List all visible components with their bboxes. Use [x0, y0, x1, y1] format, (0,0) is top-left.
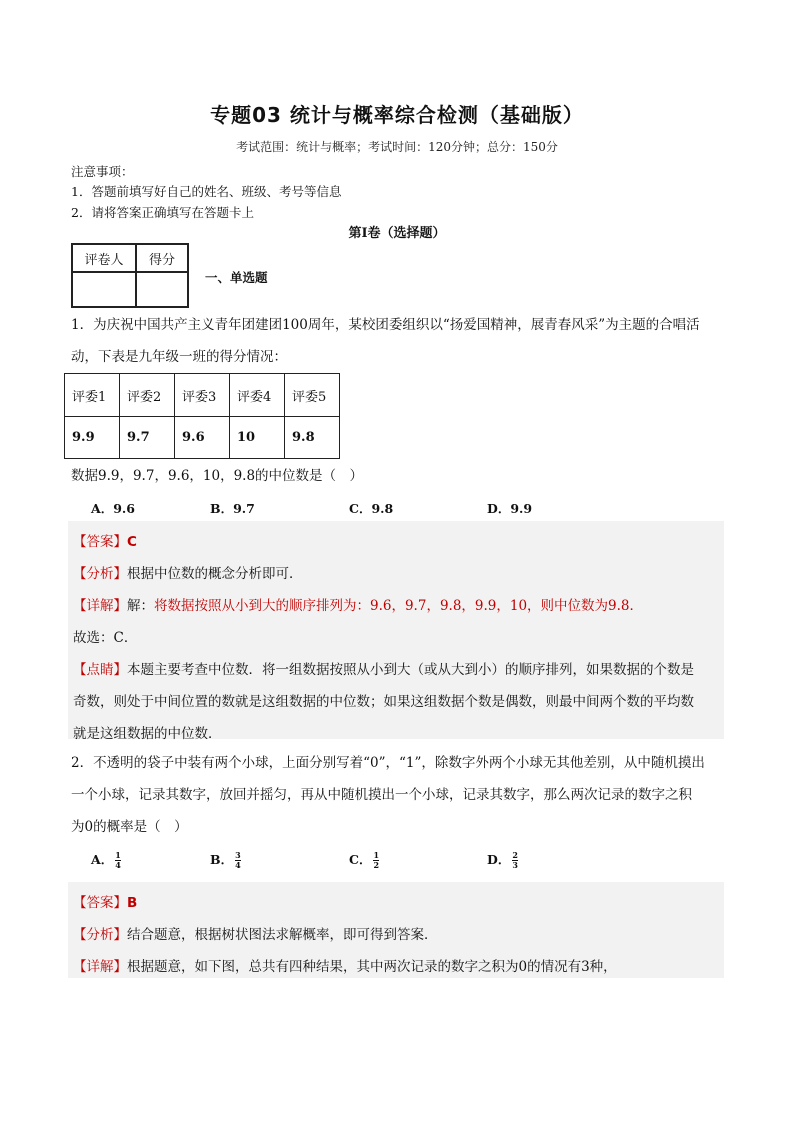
detail-tag: 【详解】 — [73, 598, 127, 614]
q1-choose: 故选：C． — [73, 630, 138, 646]
table-cell: 10 — [230, 417, 285, 459]
fraction-denominator: 4 — [115, 860, 121, 870]
analysis-text: 根据中位数的概念分析即可． — [127, 566, 303, 582]
detail-prefix: 解： — [127, 598, 154, 614]
notes-item-2: 2．请将答案正确填写在答题卡上 — [71, 205, 254, 220]
grader-table — [71, 243, 189, 308]
answer-value: B — [127, 895, 138, 911]
notes-heading: 注意事项： — [71, 164, 134, 179]
table-header-cell: 评委3 — [175, 374, 230, 417]
q1-analysis — [73, 562, 303, 582]
fraction-numerator: 1 — [373, 850, 380, 860]
fraction-denominator: 4 — [235, 860, 241, 870]
answer-tag: 【答案】 — [73, 895, 127, 911]
table-header-cell: 评委1 — [65, 374, 120, 417]
q1-comment-line-1 — [73, 658, 694, 678]
table-cell: 9.8 — [285, 417, 340, 459]
table-header-cell: 评委4 — [230, 374, 285, 417]
table-cell: 9.7 — [120, 417, 175, 459]
fraction — [115, 851, 121, 870]
fraction-denominator: 2 — [373, 860, 380, 870]
fraction-numerator: 1 — [115, 850, 121, 860]
q2-stem-line-1: 2．不透明的袋子中装有两个小球，上面分别写着“0”，“1”，除数字外两个小球无其他差别，从中随机摸出 — [71, 755, 705, 771]
q2-stem-line-3: 为0的概率是（ ） — [71, 819, 188, 835]
q2-option-d — [487, 850, 518, 870]
fraction-numerator: 2 — [512, 850, 518, 860]
page-title: 专题03 统计与概率综合检测（基础版） — [210, 103, 584, 127]
q1-detail — [73, 594, 643, 614]
detail-tag: 【详解】 — [73, 959, 127, 975]
q1-comment-line-2: 奇数，则处于中间位置的数就是这组数据的中位数；如果这组数据个数是偶数，则最中间两个数的平均数 — [73, 694, 694, 710]
q2-option-a — [91, 850, 121, 870]
grader-cell-reviewer — [72, 272, 136, 307]
table-cell: 9.6 — [175, 417, 230, 459]
fraction — [373, 851, 379, 870]
table-header-cell: 评委2 — [120, 374, 175, 417]
q2-option-b — [210, 850, 241, 870]
q2-option-c — [349, 850, 379, 870]
q1-option-a: A．9.6 — [91, 501, 135, 516]
q2-analysis — [73, 923, 438, 943]
option-label: D． — [487, 852, 511, 867]
q1-answer — [73, 530, 137, 550]
comment-tag: 【点睛】 — [73, 662, 127, 678]
detail-text: 根据题意，如下图，总共有四种结果，其中两次记录的数字之积为0的情况有3种， — [127, 959, 617, 975]
q1-question: 数据9.9，9.7，9.6，10，9.8的中位数是（ ） — [71, 468, 364, 484]
table-header-cell: 评委5 — [285, 374, 340, 417]
comment-text: 本题主要考查中位数．将一组数据按照从小到大（或从大到小）的顺序排列，如果数据的个数是 — [127, 662, 694, 678]
fraction — [235, 851, 241, 870]
q1-score-table — [64, 373, 340, 459]
q2-answer — [73, 891, 137, 911]
option-label: C． — [349, 852, 372, 867]
grader-header-score: 得分 — [136, 244, 188, 272]
answer-value: C — [127, 534, 137, 550]
analysis-tag: 【分析】 — [73, 927, 127, 943]
q1-comment-line-3: 就是这组数据的中位数． — [73, 726, 222, 742]
q1-option-c: C．9.8 — [349, 501, 394, 516]
q2-detail — [73, 955, 617, 975]
option-label: B． — [210, 852, 234, 867]
q1-stem-line-1: 1．为庆祝中国共产主义青年团建团100周年，某校团委组织以“扬爱国精神，展青春风采”为主题的合唱活 — [71, 317, 700, 333]
answer-tag: 【答案】 — [73, 534, 127, 550]
q2-stem-line-2: 一个小球，记录其数字，放回并摇匀，再从中随机摸出一个小球，记录其数字，那么两次记录的数字之积 — [71, 787, 692, 803]
q1-option-d: D．9.9 — [487, 501, 533, 516]
q1-stem-line-2: 动，下表是九年级一班的得分情况： — [71, 349, 287, 365]
grader-cell-score — [136, 272, 188, 307]
notes-item-1: 1．答题前填写好自己的姓名、班级、考号等信息 — [71, 184, 342, 199]
q1-option-b: B．9.7 — [210, 501, 255, 516]
detail-text: 将数据按照从小到大的顺序排列为：9.6，9.7，9.8，9.9，10，则中位数为9.8． — [154, 598, 644, 614]
analysis-text: 结合题意，根据树状图法求解概率，即可得到答案． — [127, 927, 438, 943]
grader-header-reviewer: 评卷人 — [72, 244, 136, 272]
fraction-numerator: 3 — [235, 850, 241, 860]
option-label: A． — [91, 852, 114, 867]
analysis-tag: 【分析】 — [73, 566, 127, 582]
part-heading: 一、单选题 — [205, 270, 268, 285]
table-cell: 9.9 — [65, 417, 120, 459]
fraction — [512, 851, 518, 870]
section-title: 第Ⅰ卷（选择题） — [348, 226, 446, 241]
exam-info: 考试范围：统计与概率；考试时间：120分钟；总分：150分 — [236, 140, 558, 154]
fraction-denominator: 3 — [512, 860, 518, 870]
